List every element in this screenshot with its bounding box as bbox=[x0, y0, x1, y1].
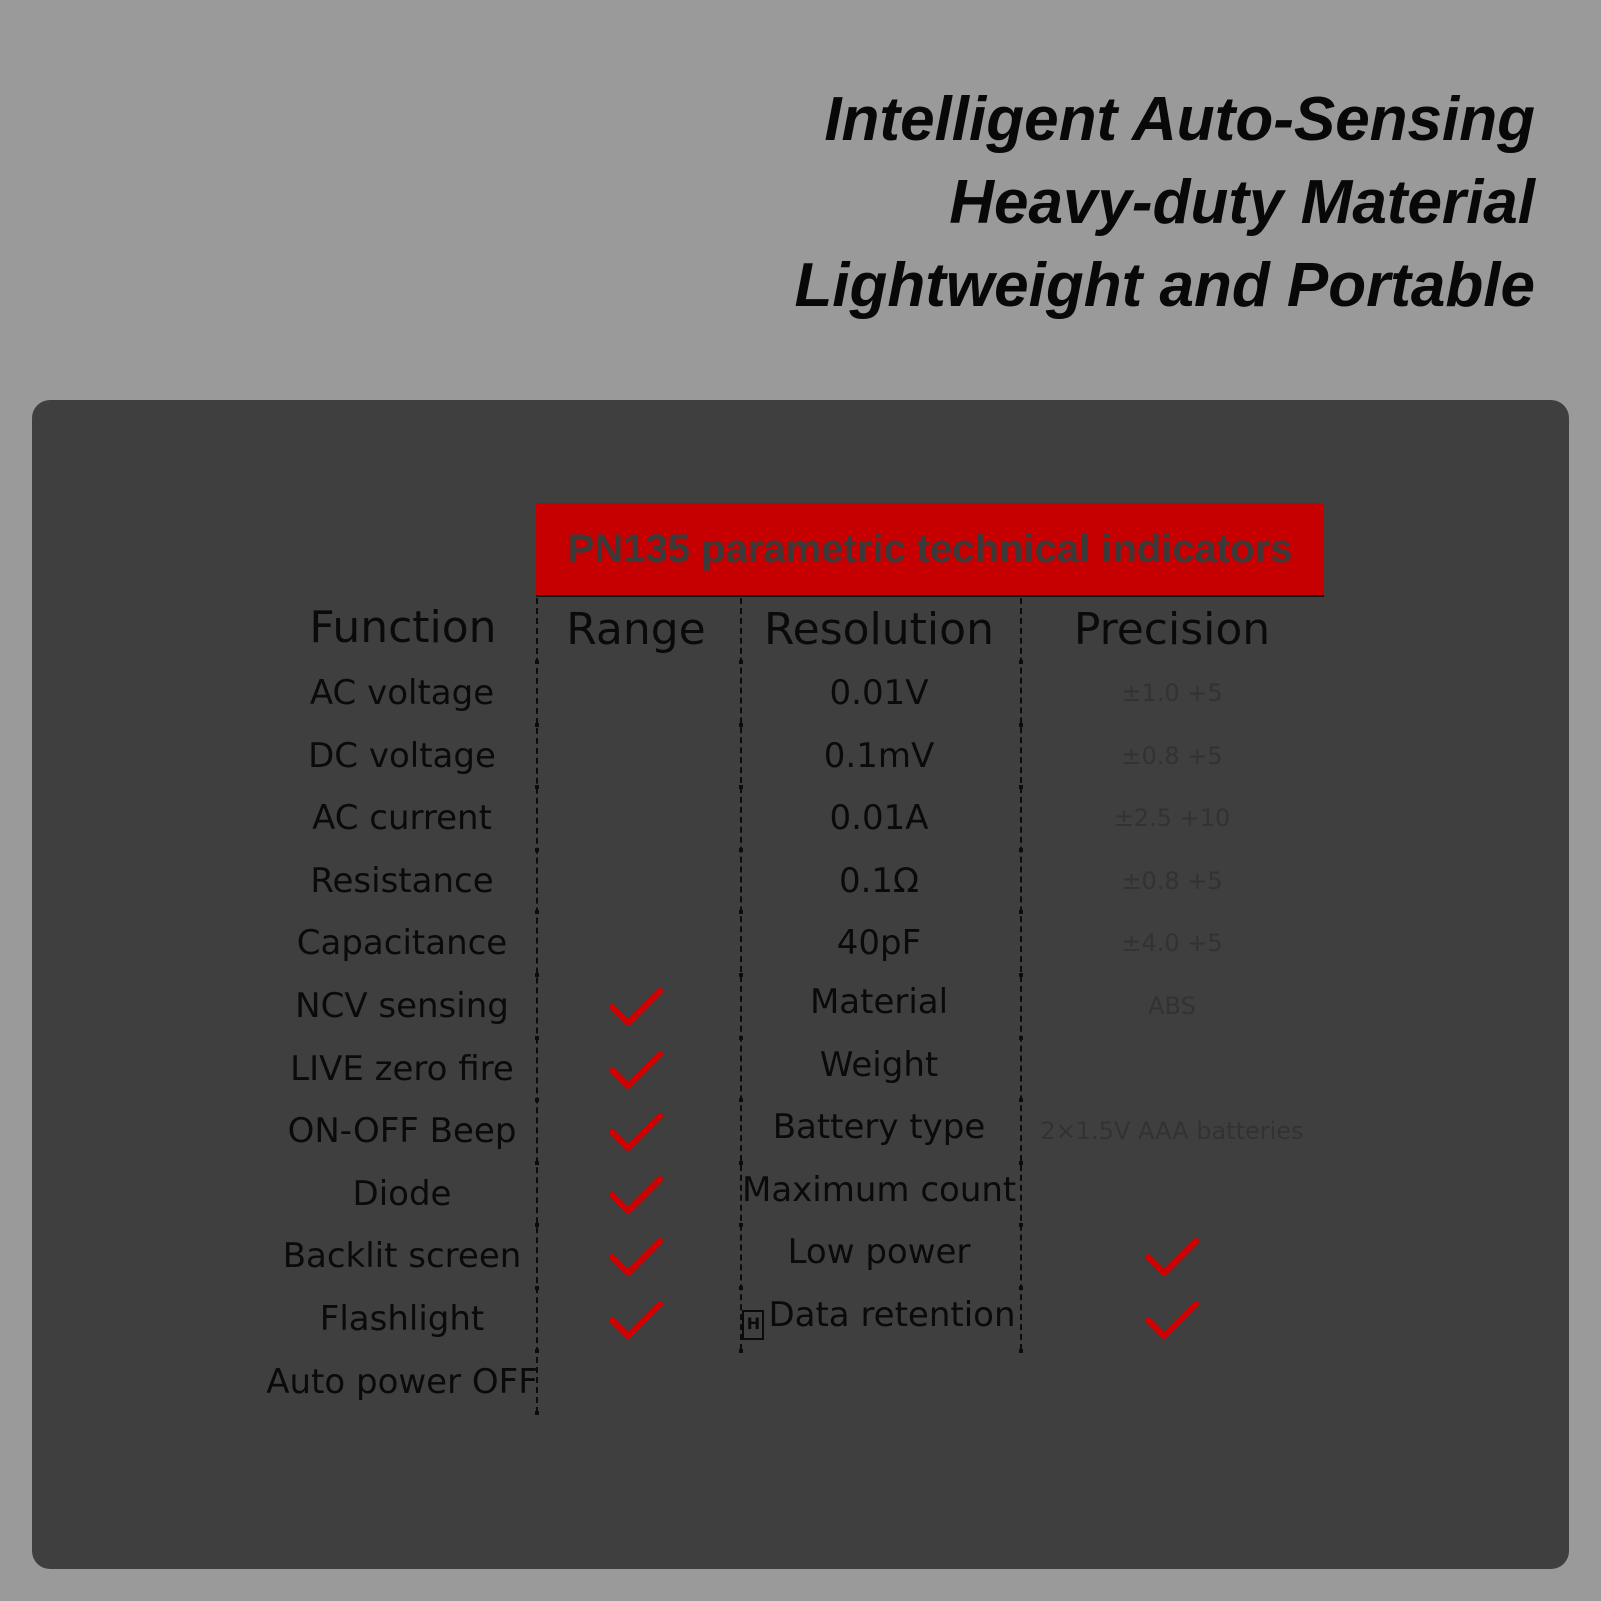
row-tick bbox=[739, 848, 743, 852]
function-cell: ON-OFF Beep bbox=[287, 1111, 517, 1151]
function-cell: Resistance bbox=[310, 861, 494, 901]
resolution-cell: 40pF bbox=[836, 923, 922, 963]
row-tick bbox=[535, 785, 539, 789]
spec-label-cell bbox=[742, 971, 1016, 1033]
row-tick bbox=[1019, 1098, 1023, 1102]
spec-label-cell bbox=[742, 1096, 1016, 1158]
headline-1: Intelligent Auto-Sensing bbox=[824, 85, 1535, 154]
range-cell bbox=[536, 912, 736, 974]
function-cell: Capacitance bbox=[296, 923, 508, 963]
range-cell bbox=[536, 787, 736, 849]
precision-cell: ±2.5 +10 bbox=[1113, 804, 1231, 832]
check-icon bbox=[608, 1300, 664, 1342]
precision-cell: ±1.0 +5 bbox=[1121, 679, 1223, 707]
resolution-cell: 0.01A bbox=[829, 798, 929, 838]
headline-3: Lightweight and Portable bbox=[794, 251, 1535, 320]
spec-label: Low power bbox=[787, 1232, 971, 1272]
spec-label-cell bbox=[742, 1159, 1016, 1221]
row-tick bbox=[535, 723, 539, 727]
header-resolution: Resolution bbox=[764, 604, 994, 655]
row-tick bbox=[739, 1098, 743, 1102]
function-cell: Flashlight bbox=[319, 1299, 485, 1339]
header-function: Function bbox=[309, 602, 497, 653]
row-tick bbox=[739, 1286, 743, 1290]
row-tick bbox=[535, 1349, 539, 1353]
precision-cell: ±0.8 +5 bbox=[1121, 867, 1223, 895]
function-cell: Diode bbox=[352, 1174, 452, 1214]
row-tick bbox=[739, 785, 743, 789]
spec-label: Weight bbox=[819, 1045, 939, 1085]
row-tick bbox=[535, 910, 539, 914]
precision-cell: ±0.8 +5 bbox=[1121, 742, 1223, 770]
resolution-cell: 0.01V bbox=[829, 673, 929, 713]
spec-label: Data retention bbox=[768, 1295, 1016, 1335]
spec-label: Battery type bbox=[772, 1107, 986, 1147]
row-tick bbox=[739, 723, 743, 727]
range-cell bbox=[536, 850, 736, 912]
function-cell: LIVE zero fire bbox=[290, 1049, 514, 1089]
spec-value-cell: ABS bbox=[1148, 992, 1196, 1020]
row-tick bbox=[1019, 660, 1023, 664]
function-cell: NCV sensing bbox=[295, 986, 509, 1026]
row-tick bbox=[1019, 848, 1023, 852]
range-cell bbox=[536, 725, 736, 787]
row-tick bbox=[535, 660, 539, 664]
title-rule bbox=[536, 595, 1324, 597]
row-tick bbox=[1019, 1286, 1023, 1290]
check-icon bbox=[608, 1050, 664, 1092]
resolution-cell: 0.1mV bbox=[823, 736, 935, 776]
check-icon bbox=[608, 1112, 664, 1154]
row-tick bbox=[739, 1349, 743, 1353]
row-tick bbox=[739, 1036, 743, 1040]
range-cell bbox=[536, 662, 736, 724]
row-tick bbox=[1019, 1036, 1023, 1040]
function-cell: AC current bbox=[312, 798, 492, 838]
row-tick bbox=[1019, 1223, 1023, 1227]
check-icon bbox=[608, 1175, 664, 1217]
headline-2: Heavy-duty Material bbox=[949, 168, 1535, 237]
header-precision: Precision bbox=[1073, 604, 1271, 655]
check-icon bbox=[1144, 1237, 1200, 1279]
spec-label: Material bbox=[809, 982, 949, 1022]
row-tick bbox=[739, 1161, 743, 1165]
row-tick bbox=[1019, 785, 1023, 789]
headlines bbox=[794, 78, 1535, 327]
column-divider bbox=[536, 598, 538, 1413]
row-tick bbox=[1019, 723, 1023, 727]
row-tick bbox=[535, 1223, 539, 1227]
function-cell: Backlit screen bbox=[282, 1236, 522, 1276]
function-cell: Auto power OFF bbox=[266, 1362, 538, 1402]
check-icon bbox=[608, 1237, 664, 1279]
row-tick bbox=[739, 910, 743, 914]
hold-icon: H bbox=[742, 1310, 764, 1340]
spec-label-cell bbox=[742, 1284, 1016, 1346]
function-cell: DC voltage bbox=[308, 736, 496, 776]
row-tick bbox=[739, 973, 743, 977]
precision-cell: ±4.0 +5 bbox=[1121, 929, 1223, 957]
table-title: PN135 parametric technical indicators bbox=[536, 503, 1324, 595]
spec-label-cell bbox=[742, 1221, 1016, 1283]
row-tick bbox=[535, 1036, 539, 1040]
spec-value-cell: 2×1.5V AAA batteries bbox=[1040, 1117, 1304, 1145]
row-tick bbox=[535, 1161, 539, 1165]
check-icon bbox=[1144, 1300, 1200, 1342]
row-tick bbox=[535, 848, 539, 852]
row-tick bbox=[535, 1286, 539, 1290]
check-icon bbox=[608, 987, 664, 1029]
row-tick bbox=[535, 973, 539, 977]
header-range: Range bbox=[566, 604, 706, 655]
row-tick bbox=[1019, 1349, 1023, 1353]
resolution-cell: 0.1Ω bbox=[838, 861, 920, 901]
row-tick bbox=[535, 1411, 539, 1415]
function-cell: AC voltage bbox=[309, 673, 495, 713]
row-tick bbox=[739, 660, 743, 664]
spec-label: Maximum count bbox=[742, 1170, 1017, 1210]
spec-label-cell bbox=[742, 1034, 1016, 1096]
row-tick bbox=[1019, 910, 1023, 914]
row-tick bbox=[1019, 1161, 1023, 1165]
row-tick bbox=[1019, 973, 1023, 977]
row-tick bbox=[535, 1098, 539, 1102]
row-tick bbox=[739, 1223, 743, 1227]
